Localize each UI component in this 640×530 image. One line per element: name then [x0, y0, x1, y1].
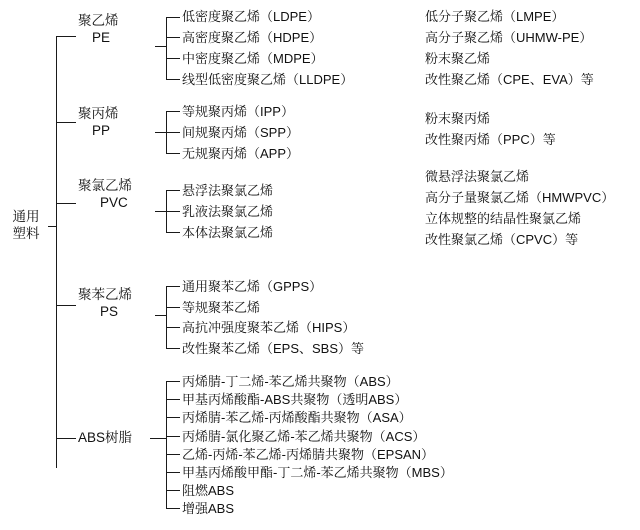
- item-abs-5: 甲基丙烯酸甲酯-丁二烯-苯乙烯共聚物（MBS）: [182, 465, 453, 480]
- connector-ps: [56, 305, 76, 306]
- tick-pp-0: [166, 111, 180, 112]
- extra-pe-2: 粉末聚乙烯: [425, 51, 491, 66]
- connector-pe: [56, 36, 76, 37]
- tick-abs-2: [166, 417, 180, 418]
- item-pe-2: 中密度聚乙烯（MDPE）: [182, 51, 324, 66]
- tick-pvc-1: [166, 211, 180, 212]
- connector-abs: [56, 438, 76, 439]
- tick-pe-2: [166, 58, 180, 59]
- bracket-pe-stem: [155, 46, 167, 47]
- item-abs-7: 增强ABS: [182, 501, 235, 516]
- bracket-abs-vertical: [166, 381, 167, 508]
- group-label-polyethylene-line2: PE: [92, 30, 111, 45]
- tick-abs-3: [166, 436, 180, 437]
- group-label-ps: [78, 286, 132, 320]
- item-abs-1: 甲基丙烯酸酯-ABS共聚物（透明ABS）: [182, 392, 408, 407]
- item-pvc-0: 悬浮法聚氯乙烯: [182, 183, 274, 198]
- extra-pvc-2: 立体规整的结晶性聚氯乙烯: [425, 211, 582, 226]
- group-label-abs-line1: ABS树脂: [78, 430, 133, 445]
- root-label-line2: 塑料: [12, 226, 40, 241]
- item-abs-0: 丙烯腈-丁二烯-苯乙烯共聚物（ABS）: [182, 374, 399, 389]
- group-label-pvc: [78, 177, 132, 211]
- item-ps-3: 改性聚苯乙烯（EPS、SBS）等: [182, 341, 365, 356]
- group-label-pvc-line1: 聚氯乙烯: [78, 178, 132, 193]
- tick-pe-0: [166, 17, 180, 18]
- tick-ps-1: [166, 307, 180, 308]
- item-ps-1: 等规聚苯乙烯: [182, 300, 261, 315]
- tick-pe-1: [166, 37, 180, 38]
- item-abs-6: 阻燃ABS: [182, 483, 235, 498]
- item-pe-0: 低密度聚乙烯（LDPE）: [182, 9, 320, 24]
- tick-pp-1: [166, 132, 180, 133]
- tick-abs-0: [166, 381, 180, 382]
- connector-pp: [56, 122, 76, 123]
- item-pvc-1: 乳液法聚氯乙烯: [182, 204, 274, 219]
- item-ps-0: 通用聚苯乙烯（GPPS）: [182, 279, 323, 294]
- group-label-polyethylene: [78, 12, 119, 46]
- connector-pvc: [56, 203, 76, 204]
- extra-pvc-3: 改性聚氯乙烯（CPVC）等: [425, 232, 579, 247]
- tick-abs-1: [166, 399, 180, 400]
- root-label: [4, 208, 48, 242]
- group-label-abs: [78, 429, 132, 446]
- root-stem: [48, 226, 57, 227]
- tick-abs-6: [166, 490, 180, 491]
- tick-ps-0: [166, 286, 180, 287]
- bracket-ps-vertical: [166, 286, 167, 348]
- tick-pe-3: [166, 79, 180, 80]
- extra-pp-0: 粉末聚丙烯: [425, 111, 491, 126]
- group-label-pvc-line2: PVC: [100, 195, 128, 210]
- item-abs-4: 乙烯-丙烯-苯乙烯-丙烯腈共聚物（EPSAN）: [182, 447, 435, 462]
- group-label-polypropylene-line2: PP: [92, 123, 111, 138]
- group-label-polyethylene-line1: 聚乙烯: [78, 13, 119, 28]
- tick-pvc-0: [166, 190, 180, 191]
- extra-pvc-1: 高分子量聚氯乙烯（HMWPVC）: [425, 190, 615, 205]
- bracket-ps-stem: [155, 315, 167, 316]
- tick-abs-5: [166, 472, 180, 473]
- group-label-polypropylene-line1: 聚丙烯: [78, 106, 119, 121]
- item-abs-3: 丙烯腈-氯化聚乙烯-苯乙烯共聚物（ACS）: [182, 429, 426, 444]
- root-label-line1: 通用: [12, 209, 40, 224]
- item-pp-2: 无规聚丙烯（APP）: [182, 146, 300, 161]
- group-label-polypropylene: [78, 105, 119, 139]
- extra-pe-3: 改性聚乙烯（CPE、EVA）等: [425, 72, 594, 87]
- group-label-ps-line1: 聚苯乙烯: [78, 287, 132, 302]
- tick-pvc-2: [166, 232, 180, 233]
- root-bracket-vertical: [56, 36, 57, 468]
- extra-pe-0: 低分子聚乙烯（LMPE）: [425, 9, 565, 24]
- item-pp-1: 间规聚丙烯（SPP）: [182, 125, 300, 140]
- item-ps-2: 高抗冲强度聚苯乙烯（HIPS）: [182, 320, 356, 335]
- tick-abs-4: [166, 454, 180, 455]
- tick-pp-2: [166, 153, 180, 154]
- group-label-ps-line2: PS: [100, 304, 119, 319]
- tick-ps-2: [166, 327, 180, 328]
- bracket-abs-stem: [150, 438, 167, 439]
- item-pvc-2: 本体法聚氯乙烯: [182, 225, 274, 240]
- item-pe-3: 线型低密度聚乙烯（LLDPE）: [182, 72, 354, 87]
- tick-abs-7: [166, 508, 180, 509]
- tick-ps-3: [166, 348, 180, 349]
- extra-pvc-0: 微悬浮法聚氯乙烯: [425, 169, 530, 184]
- item-abs-2: 丙烯腈-苯乙烯-丙烯酸酯共聚物（ASA）: [182, 410, 412, 425]
- item-pp-0: 等规聚丙烯（IPP）: [182, 104, 294, 119]
- bracket-pe-vertical: [166, 17, 167, 79]
- extra-pp-1: 改性聚丙烯（PPC）等: [425, 132, 556, 147]
- item-pe-1: 高密度聚乙烯（HDPE）: [182, 30, 323, 45]
- extra-pe-1: 高分子聚乙烯（UHMW-PE）: [425, 30, 593, 45]
